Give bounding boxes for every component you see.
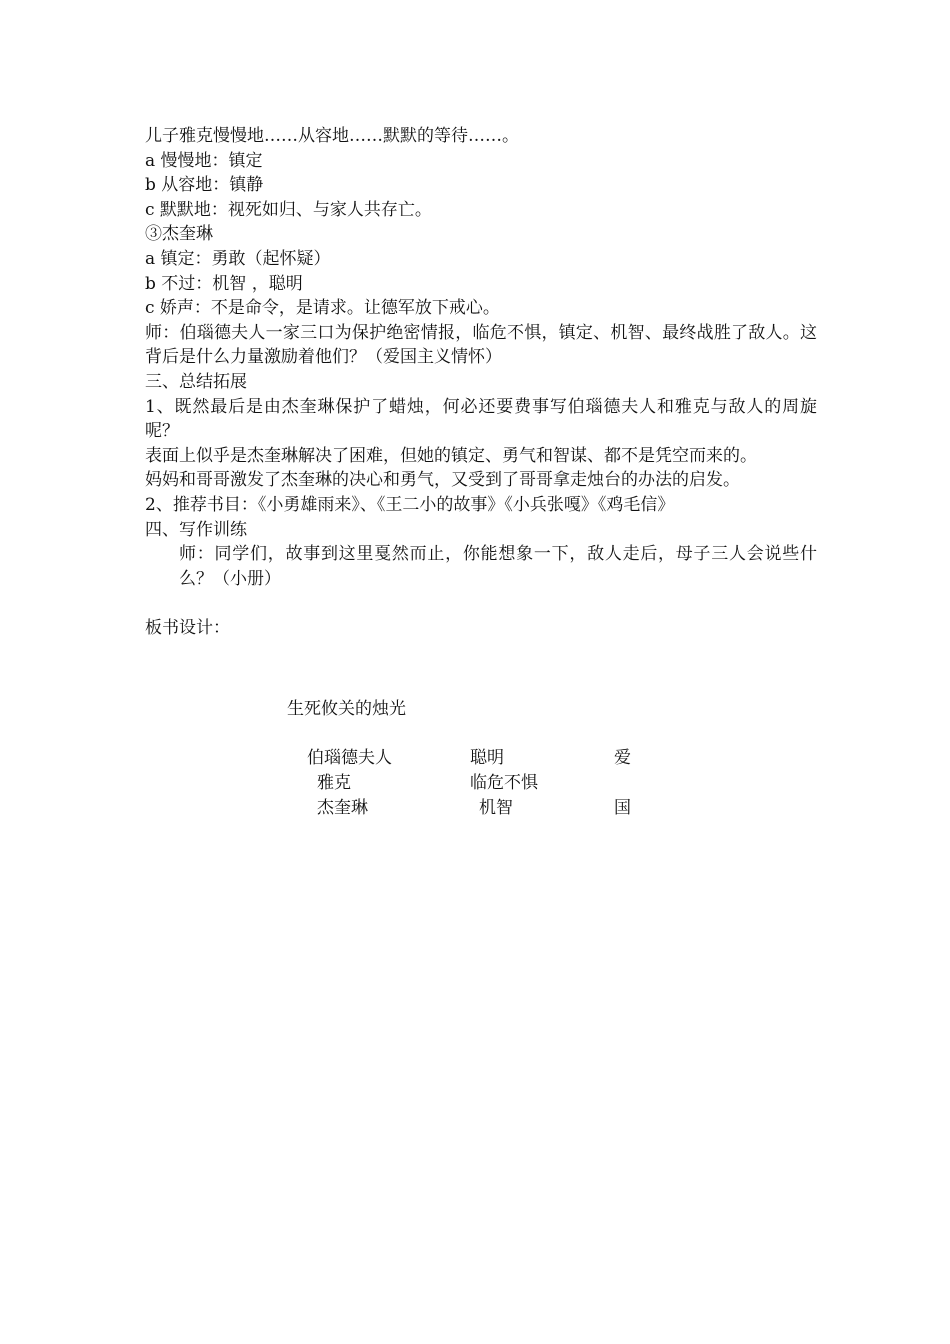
document-body (145, 124, 817, 640)
text-line-explanation-2: 妈妈和哥哥激发了杰奎琳的决心和勇气，又受到了哥哥拿走烛台的办法的启发。 (145, 470, 740, 491)
board-value-cell: 爱 (614, 748, 631, 768)
section-heading-summary: 三、总结拓展 (145, 371, 247, 392)
board-design-label: 板书设计： (145, 617, 230, 638)
board-name-cell: 雅克 (317, 773, 351, 793)
board-title: 生死攸关的烛光 (287, 699, 406, 719)
text-line-c-sweet-voice: c 娇声：不是命令，是请求。让德军放下戒心。 (145, 298, 500, 319)
paragraph-question-1: 1、既然最后是由杰奎琳保护了蜡烛，何必还要费事写伯瑙德夫人和雅克与敌人的周旋呢？ (145, 396, 817, 442)
text-line-recommended-books: 2、推荐书目：《小勇雄雨来》、《王二小的故事》《小兵张嘎》《鸡毛信》 (145, 494, 675, 515)
text-line-a-composed: a 镇定：勇敢（起怀疑） (145, 248, 331, 269)
section-heading-writing: 四、写作训练 (145, 519, 247, 540)
board-name-cell: 杰奎琳 (317, 798, 368, 818)
text-line-explanation-1: 表面上似乎是杰奎琳解决了困难，但她的镇定、勇气和智谋、都不是凭空而来的。 (145, 445, 757, 466)
text-line-b-however: b 不过：机智 ，聪明 (145, 273, 303, 294)
board-value-cell: 国 (614, 798, 631, 818)
text-line-b-calmly: b 从容地：镇静 (145, 175, 264, 196)
text-line-a-slowly: a 慢慢地：镇定 (145, 150, 263, 171)
text-line-yake: 儿子雅克慢慢地……从容地……默默的等待……。 (145, 126, 519, 146)
text-line-c-silently: c 默默地：视死如归、与家人共存亡。 (145, 199, 432, 220)
paragraph-writing-prompt: 师：同学们，故事到这里戛然而止，你能想象一下，敌人走后，母子三人会说些什么？（小册） (179, 544, 817, 589)
board-trait-cell: 临危不惧 (470, 773, 538, 793)
board-name-cell: 伯瑙德夫人 (307, 748, 392, 768)
paragraph-teacher-question: 师：伯瑙德夫人一家三口为保护绝密情报，临危不惧，镇定、机智、最终战胜了敌人。这背后是什么力量激励着他们？（爱国主义情怀） (145, 322, 817, 368)
section-heading-jacqueline: ③杰奎琳 (145, 224, 213, 245)
board-trait-cell: 聪明 (470, 748, 504, 768)
blank-line (145, 591, 817, 616)
board-trait-cell: 机智 (479, 798, 513, 818)
